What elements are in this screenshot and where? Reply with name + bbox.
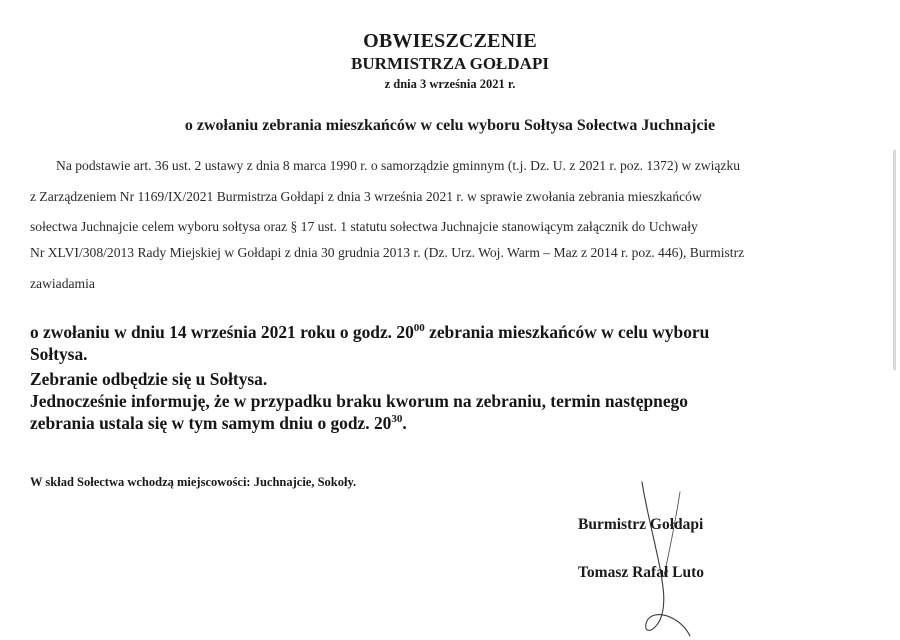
notice-line-quorum: Jednocześnie informuję, że w przypadku braku kworum na zebraniu, termin następnego bbox=[30, 391, 688, 411]
notice-line-meeting-time: o zwołaniu w dniu 14 września 2021 roku o godz. $20^{00}$ zebrania mieszkańców w celu wyboru bbox=[30, 322, 710, 342]
body-line: sołectwa Juchnajcie celem wyboru sołtysa oraz § 17 ust. 1 statutu sołectwa Juchnajcie stanowiącym załącznik do Uchwały bbox=[30, 219, 698, 234]
scan-edge-shadow bbox=[893, 150, 896, 370]
signatory-title: Burmistrz Gołdapi bbox=[578, 516, 704, 533]
document-title: OBWIESZCZENIE bbox=[363, 30, 537, 52]
villages-statement: W skład Sołectwa wchodzą miejscowości: Juchnajcie, Sokoły. bbox=[30, 475, 357, 489]
signatory-name: Tomasz Rafał Luto bbox=[578, 564, 705, 581]
body-line: Nr XLVI/308/2013 Rady Miejskiej w Gołdapi z dnia 30 grudnia 2013 r. (Dz. Urz. Woj. Warm – Maz z 2014 r. poz. 446), Burmistrz bbox=[30, 245, 745, 260]
handwritten-signature bbox=[620, 478, 700, 640]
meeting-minutes-superscript: 00 bbox=[413, 322, 425, 334]
body-line: Na podstawie art. 36 ust. 2 ustawy z dnia 8 marca 1990 r. o samorządzie gminnym (t.j. Dz. U. z 2021 r. poz. 1372) w związku bbox=[56, 158, 741, 173]
subject-line: o zwołaniu zebrania mieszkańców w celu wyboru Sołtysa Sołectwa Juchnajcie bbox=[184, 117, 716, 134]
issuer-title: BURMISTRZA GOŁDAPI bbox=[351, 54, 549, 73]
notice-line-second-term: zebrania ustala się w tym samym dniu o godz. $20^{30}$. bbox=[30, 413, 407, 433]
notice-line: Sołtysa. bbox=[30, 344, 88, 364]
body-line: z Zarządzeniem Nr 1169/IX/2021 Burmistrza Gołdapi z dnia 3 września 2021 r. w sprawie zwołania zebrania mieszkańców bbox=[30, 189, 702, 204]
issue-date: z dnia 3 września 2021 r. bbox=[384, 77, 516, 91]
body-line: zawiadamia bbox=[30, 276, 95, 291]
second-term-minutes-superscript: 30 bbox=[391, 413, 403, 425]
notice-line-location: Zebranie odbędzie się u Sołtysa. bbox=[30, 369, 268, 389]
